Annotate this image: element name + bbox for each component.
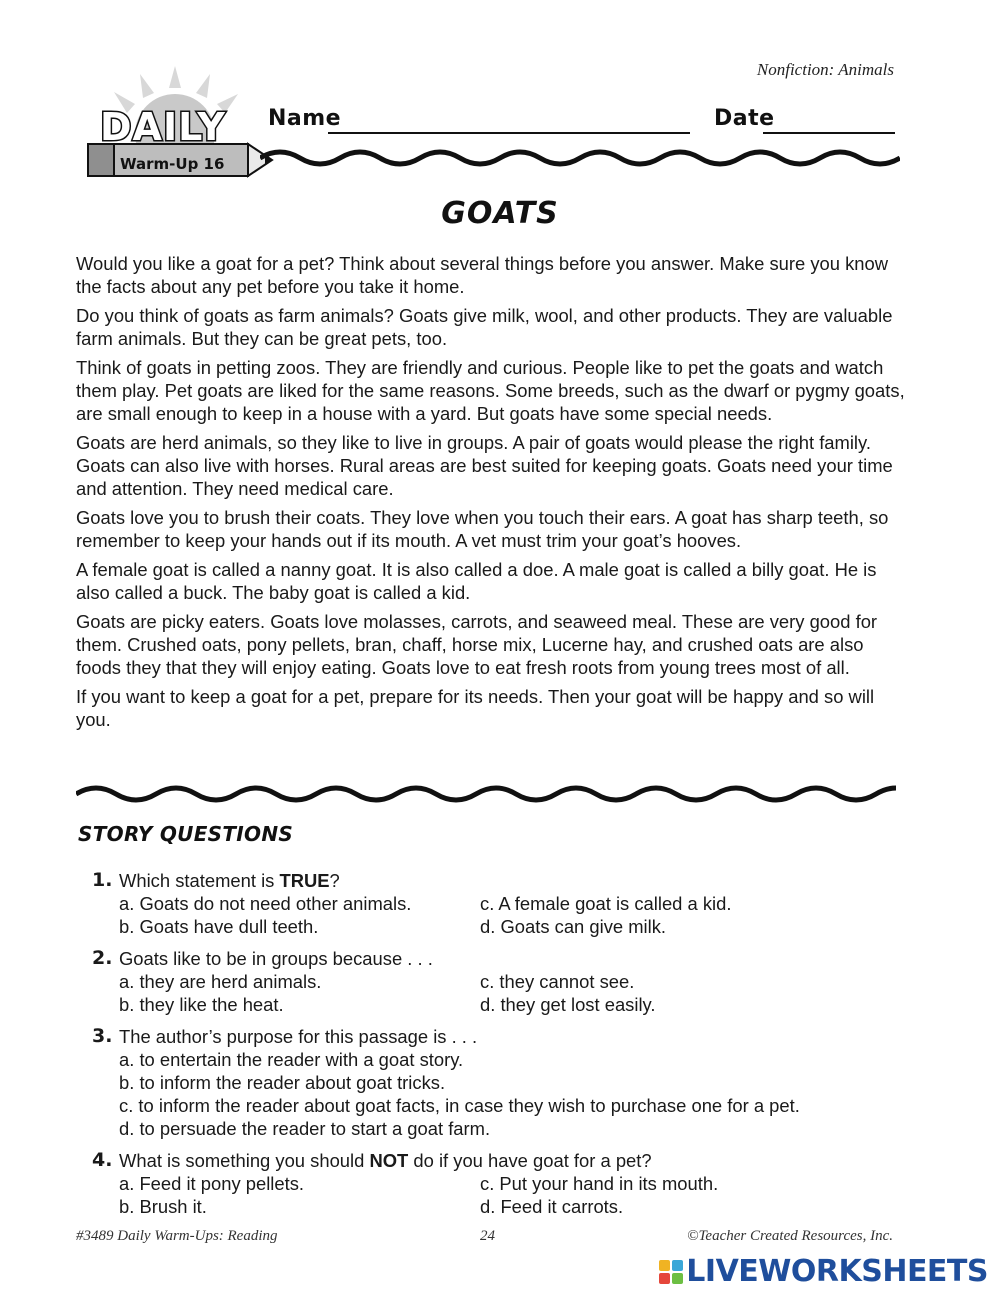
question-stem: What is something you should NOT do if you have goat for a pet?	[119, 1150, 652, 1171]
date-label: Date	[714, 106, 775, 131]
answer-option-a[interactable]: a. Feed it pony pellets.	[119, 1173, 305, 1194]
wavy-divider-top	[260, 146, 900, 170]
daily-warmup-logo	[80, 62, 280, 188]
wavy-divider-middle	[76, 782, 896, 806]
question-number: 2.	[92, 947, 113, 969]
question-number: 4.	[92, 1149, 113, 1171]
question-stem: Which statement is TRUE?	[119, 870, 340, 891]
paragraph: Think of goats in petting zoos. They are friendly and curious. People like to pet the goats and watch them play. Pet goats are liked for the same reasons. Some breeds, such as the dwarf or pygmy goats, are small enough to keep in a house with a yard. But goats have some special needs.	[76, 357, 905, 424]
question-3	[92, 1025, 912, 1140]
paragraph: A female goat is called a nanny goat. It is also called a doe. A male goat is called a billy goat. He is also called a buck. The baby goat is called a kid.	[76, 559, 877, 603]
page-title: GOATS	[441, 196, 559, 231]
logo-subtitle: Warm-Up 16	[120, 155, 225, 173]
name-field[interactable]	[328, 132, 690, 134]
story-questions-heading: STORY QUESTIONS	[78, 822, 294, 846]
question-2	[92, 947, 912, 1016]
paragraph: If you want to keep a goat for a pet, prepare for its needs. Then your goat will be happy and so will you.	[76, 686, 875, 730]
answer-option-a[interactable]: a. they are herd animals.	[119, 971, 322, 992]
answer-option-b[interactable]: b. to inform the reader about goat tricks.	[119, 1072, 446, 1093]
question-stem: Goats like to be in groups because . . .	[119, 948, 433, 969]
footer-copyright: ©Teacher Created Resources, Inc.	[687, 1228, 893, 1244]
date-field[interactable]	[763, 132, 895, 134]
answer-option-b[interactable]: b. Brush it.	[119, 1196, 207, 1217]
paragraph: Goats love you to brush their coats. They love when you touch their ears. A goat has sharp teeth, so remember to keep your hands out if its mouth. A vet must trim your goat’s hooves.	[76, 507, 889, 551]
answer-option-d[interactable]: d. to persuade the reader to start a goat farm.	[119, 1118, 491, 1139]
answer-option-d[interactable]: d. Feed it carrots.	[480, 1196, 624, 1217]
answer-option-c[interactable]: c. they cannot see.	[480, 971, 635, 992]
question-1	[92, 869, 912, 938]
answer-option-c[interactable]: c. Put your hand in its mouth.	[480, 1173, 719, 1194]
paragraph: Would you like a goat for a pet? Think about several things before you answer. Make sure you know the facts about any pet before you take it home.	[76, 253, 889, 297]
liveworksheets-logo-icon	[659, 1260, 683, 1284]
answer-option-b[interactable]: b. Goats have dull teeth.	[119, 916, 319, 937]
liveworksheets-watermark[interactable]	[659, 1254, 988, 1289]
category-label: Nonfiction: Animals	[756, 60, 894, 79]
name-label: Name	[268, 106, 342, 131]
paragraph: Do you think of goats as farm animals? Goats give milk, wool, and other products. They are valuable farm animals. But they can be great pets, too.	[76, 305, 893, 349]
watermark-text: LIVEWORKSHEETS	[686, 1254, 988, 1289]
answer-option-a[interactable]: a. to entertain the reader with a goat story.	[119, 1049, 464, 1070]
logo-word: DAILY	[100, 105, 226, 149]
reading-passage	[76, 252, 906, 737]
question-number: 3.	[92, 1025, 113, 1047]
question-4	[92, 1149, 912, 1218]
answer-option-d[interactable]: d. Goats can give milk.	[480, 916, 667, 937]
answer-option-d[interactable]: d. they get lost easily.	[480, 994, 656, 1015]
answer-option-c[interactable]: c. to inform the reader about goat facts, in case they wish to purchase one for a pet.	[119, 1095, 800, 1116]
answer-option-b[interactable]: b. they like the heat.	[119, 994, 284, 1015]
question-stem: The author’s purpose for this passage is . . .	[119, 1026, 478, 1047]
paragraph: Goats are herd animals, so they like to live in groups. A pair of goats would please the right family. Goats can also live with horses. Rural areas are best suited for keeping goats. Goats need your time and attention. They need medical care.	[76, 432, 893, 499]
paragraph: Goats are picky eaters. Goats love molasses, carrots, and seaweed meal. These are very good for them. Crushed oats, pony pellets, bran, chaff, horse mix, Lucerne hay, and crushed oats are also foods they that they will enjoy eating. Goats love to eat fresh roots from young trees most of all.	[76, 611, 878, 678]
answer-option-c[interactable]: c. A female goat is called a kid.	[480, 893, 732, 914]
answer-option-a[interactable]: a. Goats do not need other animals.	[119, 893, 412, 914]
question-number: 1.	[92, 869, 113, 891]
page-number: 24	[480, 1228, 495, 1244]
footer-book-title: #3489 Daily Warm-Ups: Reading	[76, 1228, 278, 1244]
